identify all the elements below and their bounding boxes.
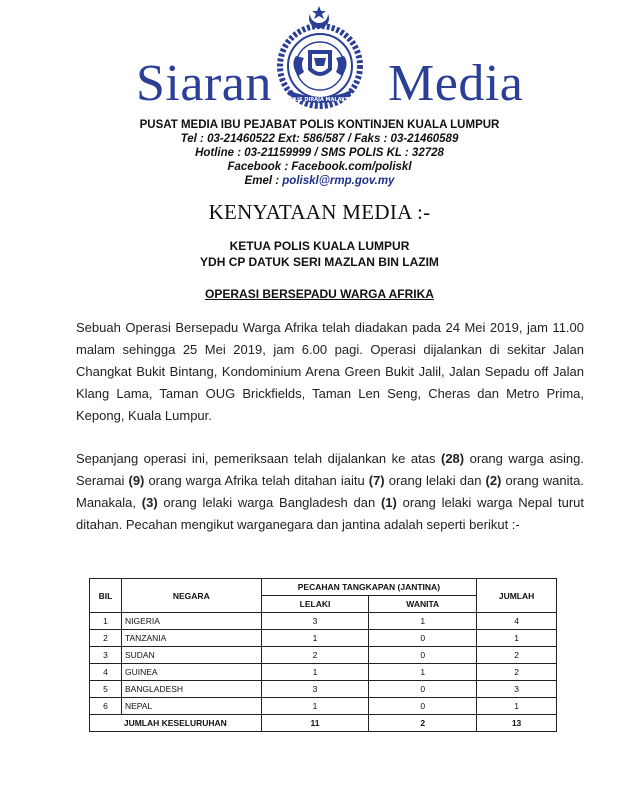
count-male: (7)	[368, 473, 385, 488]
count-bangladesh: (3)	[141, 495, 158, 510]
masthead-title-left: Siaran	[136, 55, 272, 112]
table-row	[90, 613, 557, 630]
col-header-negara: NEGARA	[121, 579, 261, 613]
col-header-pecahan: PECAHAN TANGKAPAN (JANTINA)	[261, 579, 476, 596]
cell-bil: 1	[90, 613, 122, 630]
cell-bil: 4	[90, 664, 122, 681]
cell-total-wanita: 2	[369, 715, 477, 732]
article-headline: OPERASI BERSEPADU WARGA AFRIKA	[205, 287, 434, 301]
statement-heading: KENYATAAN MEDIA :-	[208, 200, 431, 224]
text-span: orang warga Afrika telah ditahan iaitu	[144, 473, 369, 488]
contact-email-label: Emel :	[244, 175, 283, 187]
masthead	[0, 48, 639, 118]
count-inspected: (28)	[441, 451, 465, 466]
text-span: orang lelaki warga Bangladesh dan	[157, 495, 381, 510]
cell-bil: 5	[90, 681, 122, 698]
cell-negara: SUDAN	[121, 647, 261, 664]
cell-total-lelaki: 11	[261, 715, 369, 732]
cell-jumlah: 1	[477, 630, 557, 647]
contact-hotline: Hotline : 03-21159999 / SMS POLIS KL : 32728	[195, 147, 444, 159]
cell-lelaki: 2	[261, 647, 369, 664]
speaker-name: YDH CP DATUK SERI MAZLAN BIN LAZIM	[200, 255, 439, 269]
contact-facebook: Facebook : Facebook.com/poliskl	[227, 161, 412, 173]
cell-jumlah: 1	[477, 698, 557, 715]
speaker-block	[0, 238, 639, 270]
cell-jumlah: 2	[477, 647, 557, 664]
text-span: Sepanjang operasi ini, pemeriksaan telah dijalankan ke atas	[76, 451, 441, 466]
col-header-wanita: WANITA	[369, 596, 477, 613]
cell-wanita: 1	[369, 613, 477, 630]
cell-bil: 2	[90, 630, 122, 647]
cell-lelaki: 1	[261, 664, 369, 681]
cell-wanita: 0	[369, 630, 477, 647]
contact-block	[0, 118, 639, 188]
table-row	[90, 647, 557, 664]
table-header-row	[90, 579, 557, 596]
paragraph-operation: Sebuah Operasi Bersepadu Warga Afrika telah diadakan pada 24 Mei 2019, jam 11.00 malam sehingga 25 Mei 2019, jam 6.00 pagi. Operasi dijalankan di sekitar Jalan Changkat Bukit Bintang, Kondominium Arena Green Bukit Jalil, Jalan Sepadu off Jalan Klang Lama, Taman OUG Brickfields, Taman Len Seng, Cheras dan Metro Prima, Kepong, Kuala Lumpur.	[76, 320, 584, 423]
text-span: orang lelaki warga Nepal turut ditahan. Pecahan mengikut warganegara dan jantina adalah seperti berikut :-	[76, 495, 585, 532]
col-header-lelaki: LELAKI	[261, 596, 369, 613]
cell-wanita: 0	[369, 681, 477, 698]
cell-total-jumlah: 13	[477, 715, 557, 732]
table-row	[90, 681, 557, 698]
cell-jumlah: 4	[477, 613, 557, 630]
cell-jumlah: 3	[477, 681, 557, 698]
cell-negara: GUINEA	[121, 664, 261, 681]
speaker-title: KETUA POLIS KUALA LUMPUR	[229, 239, 410, 253]
cell-bil: 6	[90, 698, 122, 715]
cell-lelaki: 1	[261, 630, 369, 647]
table-row	[90, 698, 557, 715]
cell-total-label: JUMLAH KESELURUHAN	[90, 715, 262, 732]
cell-negara: NIGERIA	[121, 613, 261, 630]
text-span: orang wanita. Manakala,	[76, 473, 584, 510]
arrest-breakdown-table	[89, 578, 557, 732]
col-header-bil: BIL	[90, 579, 122, 613]
paragraph-arrests	[76, 448, 584, 536]
col-header-jumlah: JUMLAH	[477, 579, 557, 613]
contact-email	[0, 174, 639, 188]
cell-wanita: 1	[369, 664, 477, 681]
table-row	[90, 630, 557, 647]
masthead-title-right: Media	[388, 55, 524, 112]
cell-negara: TANZANIA	[121, 630, 261, 647]
contact-office: PUSAT MEDIA IBU PEJABAT POLIS KONTINJEN KUALA LUMPUR	[139, 119, 500, 131]
cell-lelaki: 3	[261, 681, 369, 698]
svg-text:POLIS DIRAJA MALAYSIA: POLIS DIRAJA MALAYSIA	[286, 97, 354, 103]
cell-negara: NEPAL	[121, 698, 261, 715]
cell-wanita: 0	[369, 698, 477, 715]
text-span: orang warga asing. Seramai	[76, 451, 585, 488]
table-row	[90, 664, 557, 681]
table-total-row	[90, 715, 557, 732]
contact-email-value[interactable]: poliskl@rmp.gov.my	[282, 175, 395, 187]
cell-lelaki: 1	[261, 698, 369, 715]
count-nepal: (1)	[380, 495, 397, 510]
cell-negara: BANGLADESH	[121, 681, 261, 698]
cell-bil: 3	[90, 647, 122, 664]
count-african: (9)	[128, 473, 145, 488]
cell-lelaki: 3	[261, 613, 369, 630]
count-female: (2)	[485, 473, 502, 488]
contact-phone-fax: Tel : 03-21460522 Ext: 586/587 / Faks : 03-21460589	[180, 133, 459, 145]
text-span: orang lelaki dan	[384, 473, 486, 488]
cell-jumlah: 2	[477, 664, 557, 681]
cell-wanita: 0	[369, 647, 477, 664]
